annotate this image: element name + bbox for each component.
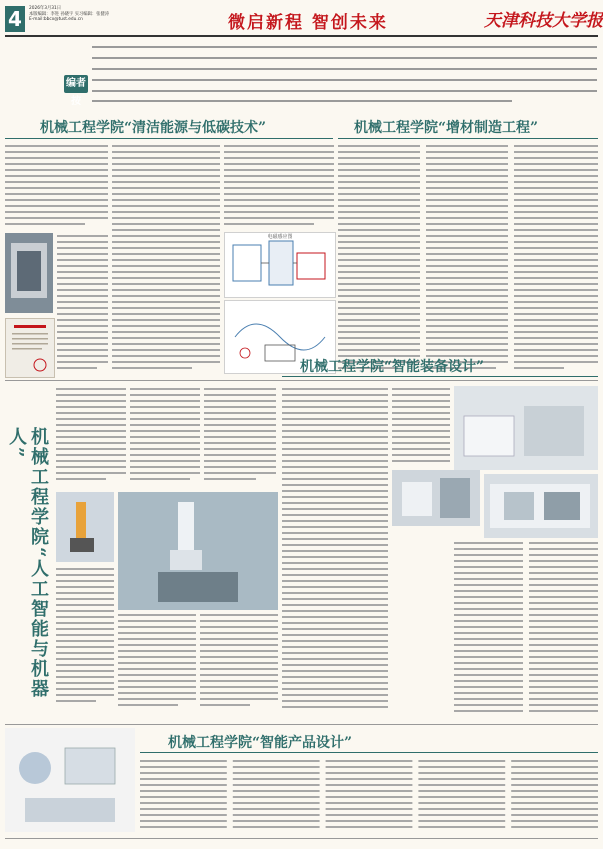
section-title-additive: 机械工程学院“增材制造工程” [354,120,539,136]
page-title: 微启新程 智创未来 [228,13,388,33]
page-meta [29,6,109,23]
article-block [454,540,598,716]
section-title-clean-energy: 机械工程学院“清洁能源与低碳技术” [40,120,267,136]
text-lines [5,143,108,231]
section-divider [5,724,598,725]
section-title-ai-robot: 机械工程学院“人工智能与机器人” [6,427,49,700]
section-rule [338,138,598,139]
robot-arm-photo [56,492,114,562]
issue-date: 2026年3月31日 [29,6,62,11]
article-column [112,143,220,375]
diagram-caption: 电磁感应图 [267,234,293,240]
equipment-lab-photo [454,386,598,470]
article-column [57,233,108,373]
article-column [282,386,388,716]
equipment-photo-1 [392,470,480,526]
certificate-image [5,318,55,378]
section-title-smart-equipment: 机械工程学院“智能装备设计” [300,359,485,375]
editor-note-lines [92,40,597,104]
product-photo [5,728,135,832]
header-rule [5,35,598,37]
equipment-photo-2 [484,474,598,538]
article-column [130,386,200,490]
page-number: 4 [5,6,25,32]
editor-note-text [92,40,597,104]
article-column [56,386,126,490]
editor-note-badge: 编者按 [64,75,88,93]
article-block [118,612,278,716]
editors-line: 本版编辑：李进 孙晓宇 实习编辑：张健涛 [29,11,110,17]
section-rule [282,376,598,377]
robot-gripper-photo [118,492,278,610]
footer-rule [5,838,598,847]
article-column [5,143,108,231]
article-column [204,386,276,490]
email-line: E-mail:bbcx@tust.edu.cn [29,17,83,23]
newspaper-logo: 天津科技大学报 [484,11,603,31]
article-column [56,566,114,716]
induction-diagram [224,232,336,298]
article-block-additive [338,143,598,375]
section-divider [5,380,598,381]
section-rule [5,138,333,139]
article-column [224,143,334,231]
lab-photo [5,233,53,313]
section-rule [140,752,598,753]
article-block-product [140,758,598,834]
section-title-smart-product: 机械工程学院“智能产品设计” [168,735,353,751]
